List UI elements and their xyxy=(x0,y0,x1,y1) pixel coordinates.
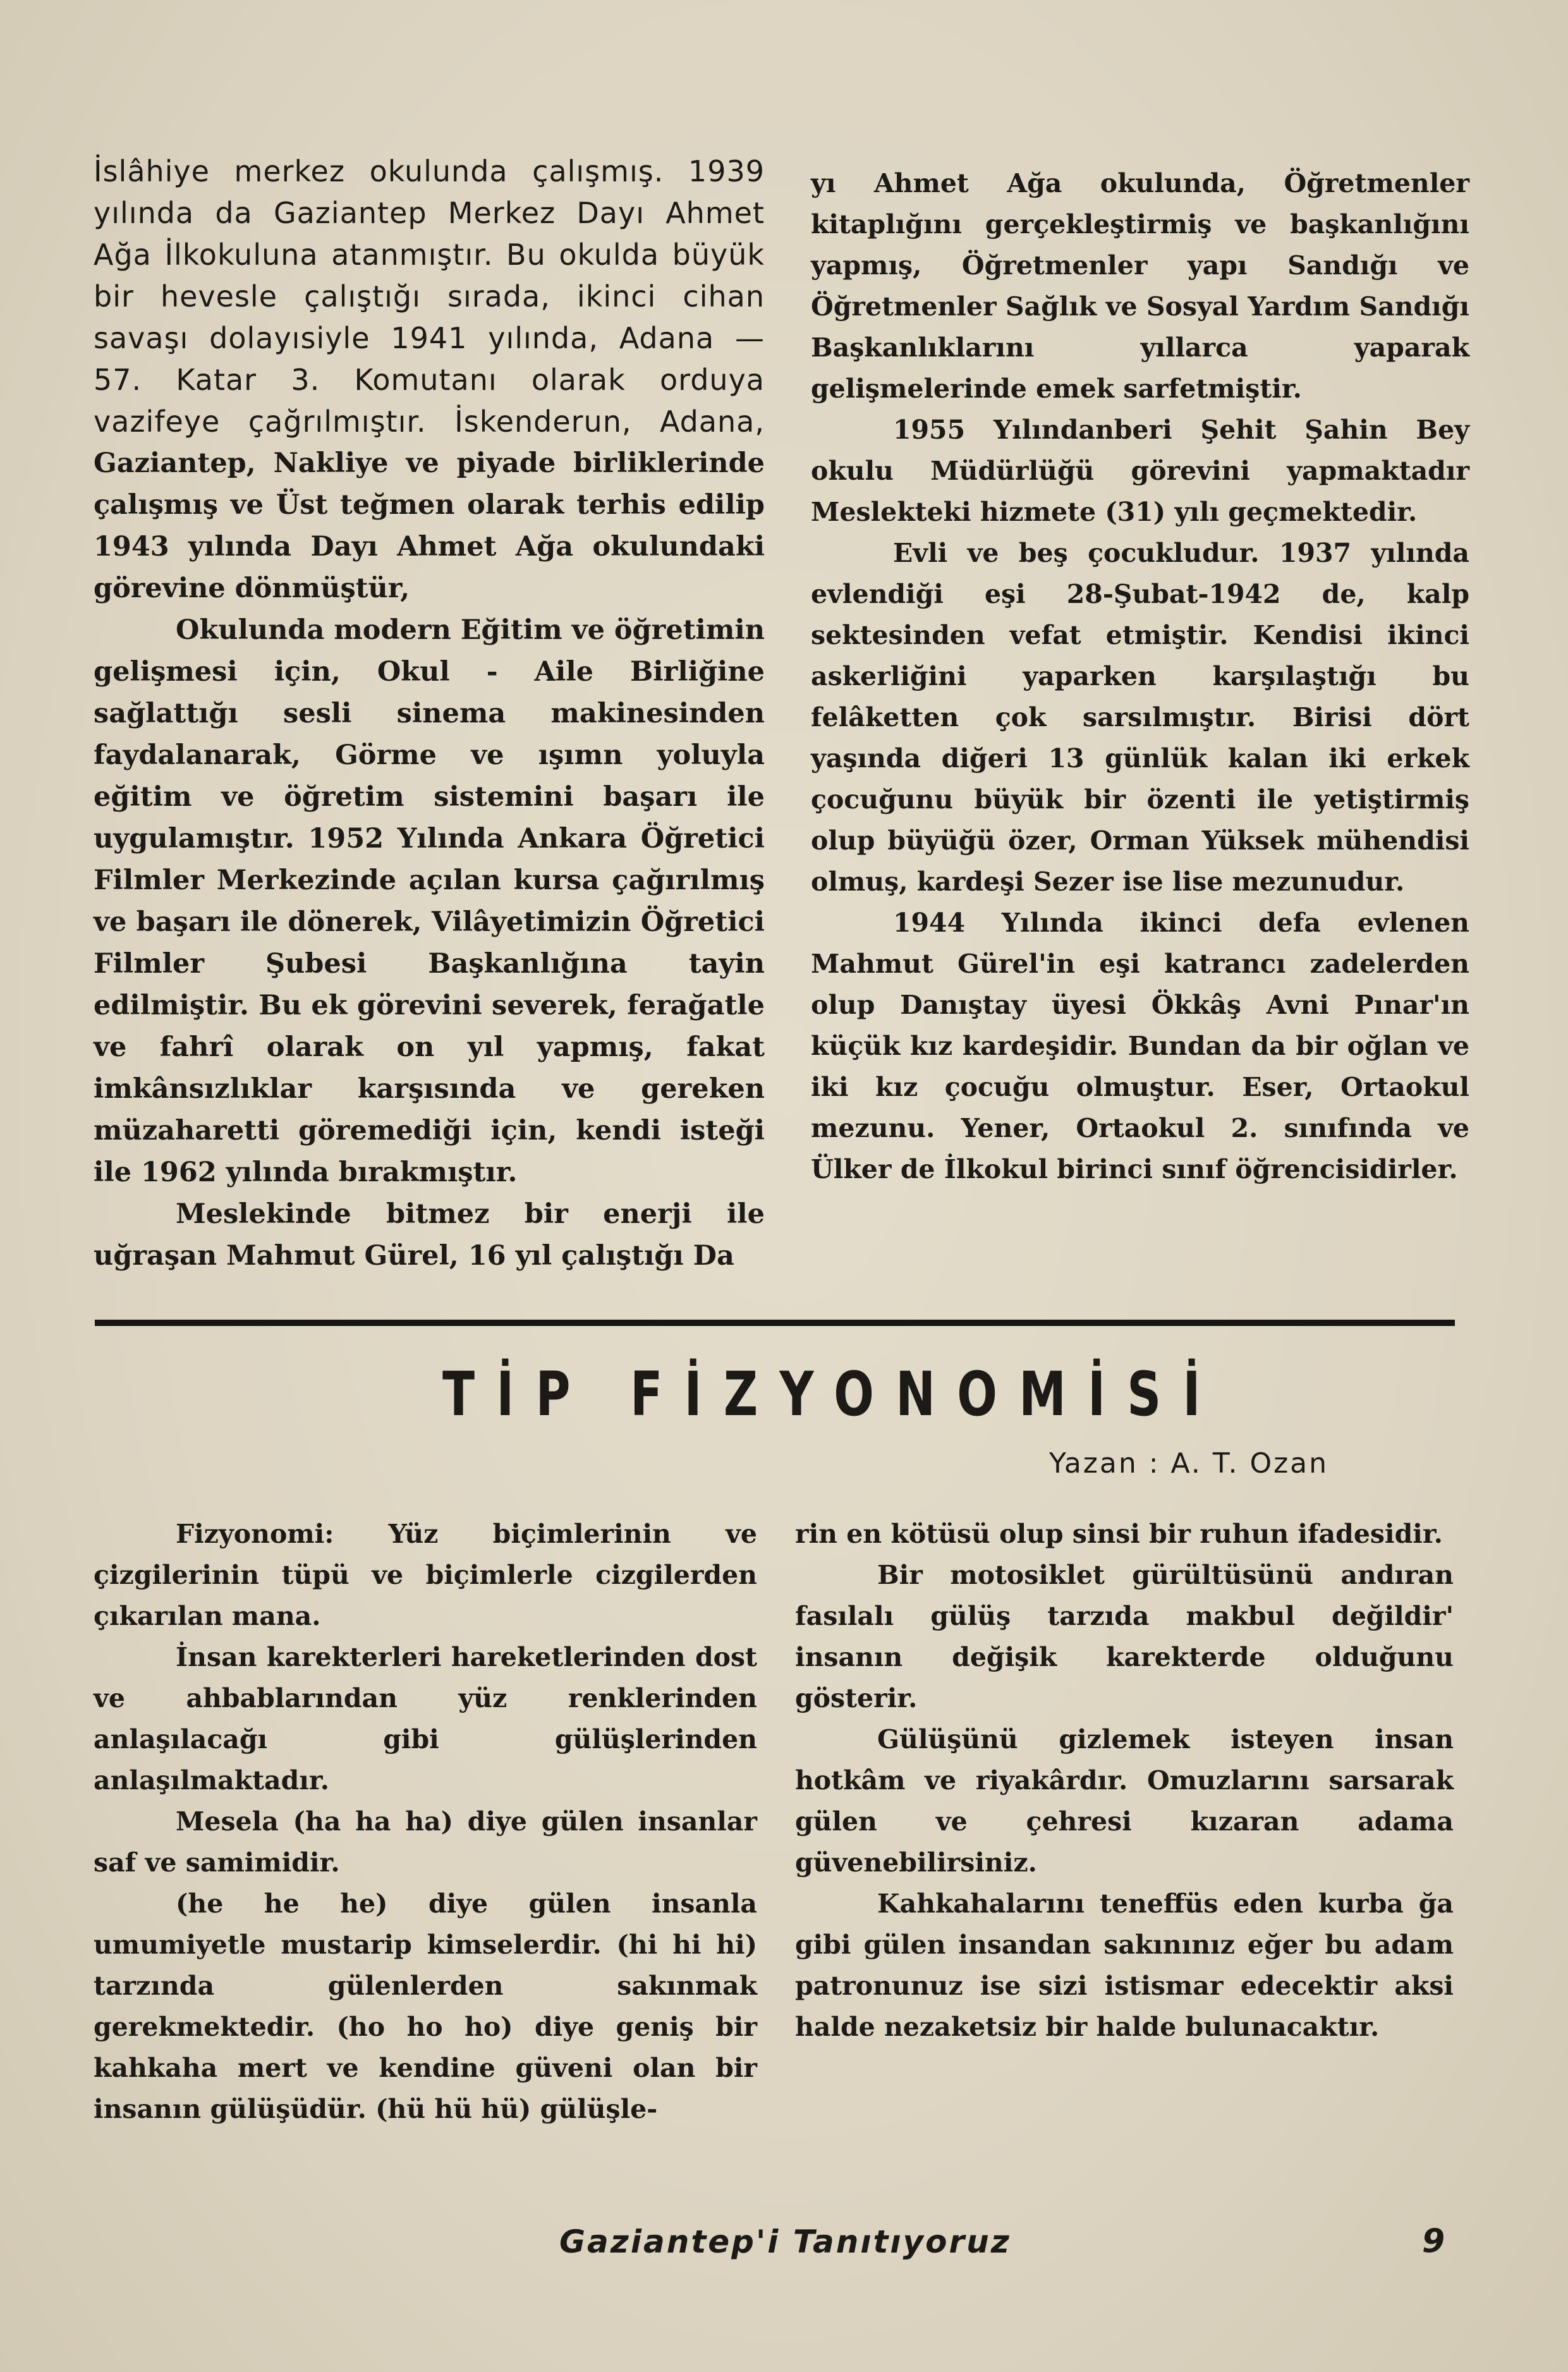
paragraph: Mesela (ha ha ha) diye gülen insanlar saf ve samimidir. xyxy=(94,1806,757,1878)
paragraph: Fizyonomi: Yüz biçimlerinin ve çizgilerinin tüpü ve biçimlerle cizgilerden çıkarılan mana. xyxy=(94,1519,757,1631)
paragraph: (he he he) diye gülen insanla umumiyetle mustarip kimselerdir. (hi hi hi) tarzında gülenlerden sakınmak gerekmektedir. (ho ho ho) diye geniş bir kahkaha mert ve kendine güveni olan bir insanın gülüşüdür. (hü hü hü) gülüşle- xyxy=(94,1888,757,2124)
top-left-column xyxy=(94,150,765,1277)
paragraph-sans xyxy=(94,150,765,609)
paragraph: 1955 Yılındanberi Şehit Şahin Bey okulu Müdürlüğü görevini yapmaktadır Meslekteki hizmete (31) yılı geçmektedir. xyxy=(811,415,1469,527)
bottom-left-column xyxy=(94,1514,757,2130)
paragraph: İnsan karekterleri hareketlerinden dost ve ahbablarından yüz renklerinden anlaşılacağı gibi gülüşlerinden anlaşılmaktadır. xyxy=(94,1642,757,1796)
page-number: 9 xyxy=(1422,2222,1445,2260)
paragraph: Bir motosiklet gürültüsünü andıran fasılalı gülüş tarzıda makbul değildir' insanın değişik karekterde olduğunu gösterir. xyxy=(795,1560,1454,1713)
paragraph: 1944 Yılında ikinci defa evlenen Mahmut Gürel'in eşi katrancı zadelerden olup Danıştay üyesi Ökkâş Avni Pınar'ın küçük kız kardeşidir. Bundan da bir oğlan ve iki kız çocuğu olmuştur. Eser, Ortaokul mezunu. Yener, Ortaokul 2. sınıfında ve Ülker de İlkokul birinci sınıf öğrencisidirler. xyxy=(811,908,1469,1184)
footer-title: Gaziantep'i Tanıtıyoruz xyxy=(559,2223,1011,2260)
paragraph: yı Ahmet Ağa okulunda, Öğretmenler kitaplığını gerçekleştirmiş ve başkanlığını yapmış, Öğretmenler yapı Sandığı ve Öğretmenler Sağlık ve Sosyal Yardım Sandığı Başkanlıklarını yıllarca yaparak gelişmelerinde emek sarfetmiştir. xyxy=(811,168,1469,404)
paragraph: Gülüşünü gizlemek isteyen insan hotkâm ve riyakârdır. Omuzlarını sarsarak gülen ve çehresi kızaran adama güvenebilirsiniz. xyxy=(795,1724,1454,1878)
paragraph: rin en kötüsü olup sinsi bir ruhun ifadesidir. xyxy=(795,1519,1443,1549)
article-title: TİP FİZYONOMİSİ xyxy=(442,1359,1222,1430)
paragraph: Okulunda modern Eğitim ve öğretimin gelişmesi için, Okul - Aile Birliğine sağlattığı sesli sinema makinesinden faydalanarak, Görme ve ışımn yoluyla eğitim ve öğretim sistemini başarı ile uygulamıştır. 1952 Yılında Ankara Öğretici Filmler Merkezinde açılan kursa çağırılmış ve başarı ile dönerek, Vilâyetimizin Öğretici Filmler Şubesi Başkanlığına tayin edilmiştir. Bu ek görevini severek, ferağatle ve fahrî olarak on yıl yapmış, fakat imkânsızlıklar karşısında ve gereken müzaharetti göremediği için, kendi isteği ile 1962 yılında bırakmıştır. xyxy=(94,614,765,1188)
paragraph: Meslekinde bitmez bir enerji ile uğraşan Mahmut Gürel, 16 yıl çalıştığı Da xyxy=(94,1198,765,1272)
byline: Yazan : A. T. Ozan xyxy=(1049,1447,1329,1480)
paragraph: Kahkahalarını teneffüs eden kurba ğa gibi gülen insandan sakınınız eğer bu adam patronunuz ise sizi istismar edecektir aksi halde nezaketsiz bir halde bulunacaktır. xyxy=(795,1888,1454,2042)
bottom-right-column xyxy=(795,1514,1454,2048)
paragraph-sans-text: İslâhiye merkez okulunda çalışmış. 1939 yılında da Gaziantep Merkez Dayı Ahmet Ağa İlkokuluna atanmıştır. Bu okulda büyük bir hevesle çalıştığı sırada, ikinci cihan savaşı dolayısiyle 1941 yılında, Adana — 57. Katar 3. Komutanı olarak orduya vazifeye çağrılmıştır. İskenderun, Adana, xyxy=(94,154,765,439)
top-right-column xyxy=(811,163,1469,1190)
paragraph-serif-text: Gaziantep, Nakliye ve piyade birliklerinde çalışmış ve Üst teğmen olarak terhis edilip 1943 yılında Dayı Ahmet Ağa okulundaki görevine dönmüştür, xyxy=(94,447,765,604)
paragraph: Evli ve beş çocukludur. 1937 yılında evlendiği eşi 28-Şubat-1942 de, kalp sektesinden vefat etmiştir. Kendisi ikinci askerliğini yaparken karşılaştığı bu felâketten çok sarsılmıştır. Birisi dört yaşında diğeri 13 günlük kalan iki erkek çocuğunu büyük bir özenti ile yetiştirmiş olup büyüğü özer, Orman Yüksek mühendisi olmuş, kardeşi Sezer ise lise mezunudur. xyxy=(811,538,1469,897)
section-divider xyxy=(95,1320,1455,1326)
